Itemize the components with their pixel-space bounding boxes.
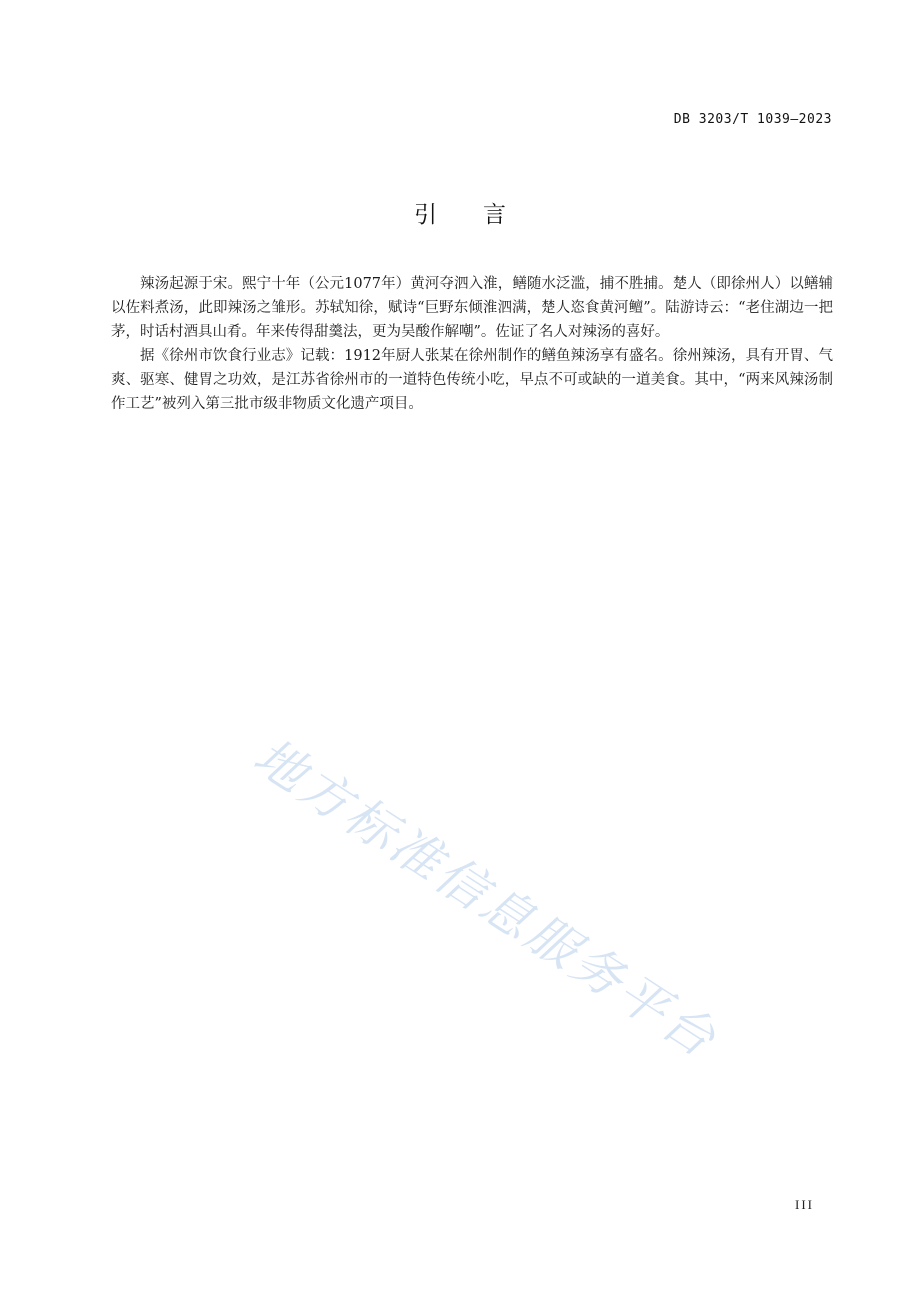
paragraph-records: 据《徐州市饮食行业志》记载：1912年厨人张某在徐州制作的鳝鱼辣汤享有盛名。徐州辣汤，具有开胃、气爽、驱寒、健胃之功效，是江苏省徐州市的一道特色传统小吃，早点不可或缺的一道美食。其中，“两来风辣汤制作工艺”被列入第三批市级非物质文化遗产项目。 — [111, 348, 833, 412]
document-number: DB 3203/T 1039—2023 — [673, 112, 832, 127]
watermark: 地方标准信息服务平台 — [243, 726, 729, 1070]
introduction-body — [111, 272, 833, 416]
paragraph-origin: 辣汤起源于宋。熙宁十年（公元1077年）黄河夺泗入淮，鳝随水泛滥，捕不胜捕。楚人（即徐州人）以鳝辅以佐料煮汤，此即辣汤之雏形。苏轼知徐，赋诗“巨野东倾淮泗满，楚人恣食黄河鳣”。陆游诗云：“老住湖边一把茅，时话村酒具山肴。年来传得甜羹法，更为吴酸作解嘲”。佐证了名人对辣汤的喜好。 — [111, 276, 833, 340]
page-title: 引言 — [414, 202, 552, 228]
page-number: III — [795, 1197, 814, 1212]
